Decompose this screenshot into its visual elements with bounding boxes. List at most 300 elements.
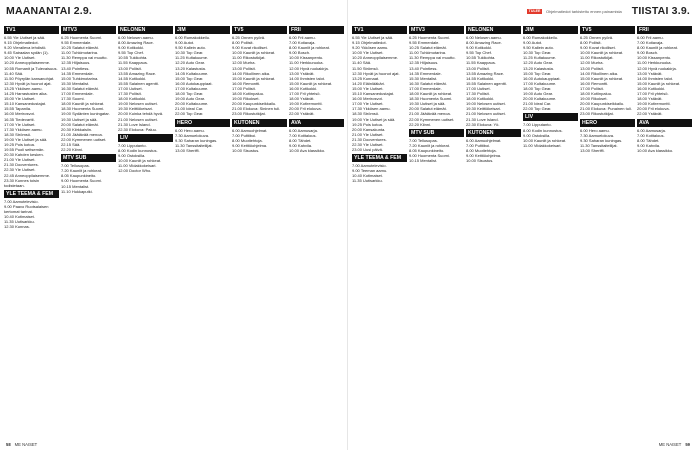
program-listing: 10.00 Kissanpentu. xyxy=(637,55,672,61)
program-listing: 12.00 Murha. xyxy=(580,60,604,66)
program-listing: 6.00 Aamusarja. xyxy=(289,127,318,133)
right-page xyxy=(348,0,696,450)
program-listing: 9.50 Kallein auto. xyxy=(523,45,554,51)
program-listing: 8.00 Tähdet. xyxy=(637,137,660,143)
program-listing: 15.00 Top Gear. xyxy=(523,70,552,76)
program-listing: 8.00 Muotiehtoja. xyxy=(232,137,263,143)
program-listing: 11.35 Uutisarkku. xyxy=(4,219,35,225)
channel-header: FRII xyxy=(289,26,344,34)
program-listing: 10.00 Kauniit ja rohkeat. xyxy=(118,158,162,164)
channel-header: MTV SUB xyxy=(409,129,464,137)
program-listing: 20.00 Salatut elämät. xyxy=(409,106,447,112)
program-listing: 15.00 Yle Uutiset. xyxy=(352,85,384,91)
program-listing: 17.00 Uutiset. xyxy=(466,85,491,91)
listing-column xyxy=(466,24,521,438)
program-listing: 22.00 Top Gear. xyxy=(523,106,552,112)
program-listing: 16.00 Remontti. xyxy=(232,80,261,86)
program-listing: 15.00 Kauniit ja rohkeat. xyxy=(289,80,333,86)
program-listing: 19.30 Keittiökeisari. xyxy=(466,106,501,112)
listing-column xyxy=(232,24,287,438)
program-listing: 15.10 Kansanedustajat. xyxy=(4,101,47,107)
program-listing: 11.10 Hukkaputki. xyxy=(61,188,93,194)
program-listing: 13.25 Kunnaat. xyxy=(352,75,380,81)
program-listing: 10.00 Ava klassikko. xyxy=(289,147,326,153)
program-listing: 9.00 Kovat rikolliset. xyxy=(580,45,616,51)
program-listing: 6.00 Hero aamu. xyxy=(175,127,205,133)
program-listing: 10.00 Sisustus. xyxy=(466,158,494,164)
program-listing: 9.00 Kahvila. xyxy=(637,142,661,148)
program-listing: 8.05 Kaupunkineito. xyxy=(61,173,97,179)
program-listing: 11.35 Uutisarkku. xyxy=(352,178,383,184)
channel-header: NELONEN xyxy=(118,26,173,34)
program-listing: 8.00 Kauniit ja rohkeat. xyxy=(289,45,330,51)
program-listing: 15.30 Mentalist. xyxy=(61,80,90,86)
program-listing: 17.00 Emmerdale. xyxy=(409,85,442,91)
program-listing: 15.00 Yle Uutiset. xyxy=(4,96,36,102)
program-listing: 10.00 Kissanpentu. xyxy=(289,55,324,61)
program-listing: 6.00 Aamusarja. xyxy=(637,127,666,133)
program-listing: 9.00 Huomenta Suomi. xyxy=(409,152,450,158)
program-listing: 17.00 Uutiset. xyxy=(118,85,143,91)
program-listing: 9.55 Emmerdale. xyxy=(61,40,92,46)
program-listing: 22.45 Anneoppilaisemme. xyxy=(4,172,51,178)
program-listing: 21.30 Docventures. xyxy=(4,162,39,168)
program-listing: 19.00 Nelosen uutiset. xyxy=(466,101,506,107)
program-listing: 13.00 Poliisit. xyxy=(118,65,142,71)
program-listing: 16.30 Salatut elämät. xyxy=(61,85,99,91)
program-listing: 15.00 Kauniit ja rohkeat. xyxy=(232,75,276,81)
program-listing: 6.25 Huomenta Suomi. xyxy=(61,35,102,40)
program-listing: 13.00 Poliisit. xyxy=(466,65,490,71)
program-listing: 10.00 Sisustus. xyxy=(232,147,260,153)
program-listing: 11.40 Sää. xyxy=(4,70,24,76)
program-listing: 14.05 Kultakuume. xyxy=(175,70,209,76)
program-listing: 6.00 Aamuohjelmat. xyxy=(232,127,268,133)
program-listing: 9.00 Huomenta Suomi. xyxy=(61,178,102,184)
channel-header: TV1 xyxy=(352,26,407,34)
listing-column xyxy=(409,24,464,438)
program-listing: 10.55 Tukikohta. xyxy=(118,55,148,61)
program-listing: 23.00 Uusi päivä. xyxy=(352,147,383,153)
program-listing: 13.20 Kalastusta. xyxy=(523,65,554,71)
program-listing: 11.30 Remppa vai muutto. xyxy=(409,55,456,61)
program-listing: 17.30 Poliisit. xyxy=(466,91,490,97)
program-listing: 8.00 Amazing Race. xyxy=(466,40,502,46)
program-listing: 12.20 Auto Gear. xyxy=(523,60,554,66)
program-listing: 12.00 Doctor Who. xyxy=(118,168,152,174)
program-listing: 14.00 Ihmisten talot. xyxy=(289,75,326,81)
channel-header: MTV3 xyxy=(409,26,464,34)
program-listing: 14.55 Kotikokki. xyxy=(466,75,495,81)
program-listing: 18.00 Ystävät. xyxy=(637,96,663,102)
program-listing: 10.30 Top Gear. xyxy=(175,50,204,56)
program-listing: 9.15 Ohjelmatiedot. xyxy=(352,40,387,46)
program-listing: 9.00 Keittiöohjelma. xyxy=(466,152,502,158)
program-listing: 10.00 Yle Uutiset. xyxy=(4,55,36,61)
program-listing: 16.30 Salatut elämät. xyxy=(409,80,447,86)
program-listing: 22.00 Ystävät. xyxy=(637,111,663,117)
program-listing: 7.00 Kotiavaja. xyxy=(637,40,664,46)
program-listing: 19.00 Kotiremontti. xyxy=(289,101,323,107)
program-listing: 19.25 Pois kotoa. xyxy=(352,121,383,127)
listing-column xyxy=(118,24,173,438)
program-listing: 10.30 Top Gear. xyxy=(523,50,552,56)
program-listing: 7.00 Tellusopas. xyxy=(409,137,438,143)
program-listing: 11.00 Herkkuruoka. xyxy=(637,60,672,66)
program-listing: 23.00 Rikostutkijat. xyxy=(580,111,614,117)
program-listing: 8.00 Poliisit. xyxy=(232,40,254,46)
program-listing: 17.30 Suomi. xyxy=(61,96,85,102)
channel-header: LIV xyxy=(523,113,578,121)
channel-header: AVA xyxy=(289,119,344,127)
program-listing: 11.00 Tuhkimotarina. xyxy=(61,50,99,56)
program-listing: 14.00 Ihmisten talot. xyxy=(637,75,674,81)
program-listing: 22.30 Elokuva: Paluu. xyxy=(118,126,157,132)
channel-header: FRII xyxy=(637,26,692,34)
program-listing: 9.55 Top Chef. xyxy=(118,50,144,56)
program-listing: 6.00 Frii aamu. xyxy=(289,35,316,40)
program-listing: 22.30 Yle Uutiset. xyxy=(4,167,36,173)
program-listing: 9.00 Kotikokki. xyxy=(466,45,493,51)
program-listing: 12.00 Hyvä ruokakirja. xyxy=(637,65,677,71)
channel-header: YLE TEEMA & FEM xyxy=(4,190,59,198)
program-listing: 21.00 Yle Uutiset. xyxy=(352,131,384,137)
program-listing: 12.30 Hyvät ja huonot ajat. xyxy=(352,70,400,76)
program-listing: 15.00 Kauniit ja rohkeat. xyxy=(637,80,681,86)
program-listing: 15.00 Kauniit ja rohkeat. xyxy=(580,75,624,81)
program-listing: 21.30 Love Island. xyxy=(466,116,499,122)
program-listing: 17.30 Ykkösen aamu. xyxy=(4,126,43,132)
program-listing: 19.00 Kotiremontti. xyxy=(637,101,671,107)
program-listing: 8.00 Kauniit ja rohkeat. xyxy=(637,45,678,51)
program-listing: 21.00 Ideal Car. xyxy=(175,106,204,112)
program-listing: 17.00 Poliisit. xyxy=(232,85,256,91)
program-listing: 20.00 Kaupunkiseikkailu. xyxy=(232,101,277,107)
program-listing: 17.00 Emmerdale. xyxy=(61,91,94,97)
program-listing: 13.00 Sheriffi. xyxy=(175,147,200,153)
program-listing: 11.25 Kultakuume. xyxy=(175,55,209,61)
program-listing: 11.30 Tanssitaiteilijat. xyxy=(580,142,618,148)
program-listing: 21.30 Love Island. xyxy=(118,121,151,127)
program-listing: 13.20 Kalastusta. xyxy=(175,65,206,71)
program-listing: 18.00 Kotikokki. xyxy=(118,96,147,102)
program-listing: 10.55 Tukikohta. xyxy=(466,55,496,61)
program-listing: 18.00 Ystävät. xyxy=(289,96,315,102)
program-listing: 7.30 Aamuelokuva. xyxy=(580,132,615,138)
program-listing: 14.35 Emmerdale. xyxy=(61,70,94,76)
program-listing: 8.00 Amazing Race. xyxy=(118,40,154,46)
program-listing: 18.00 Top Gear. xyxy=(523,85,552,91)
program-listing: 9.15 Ohjelmatiedot. xyxy=(4,40,39,46)
program-listing: 22.00 Kymmenen uutiset. xyxy=(61,136,107,142)
program-listing: 7.00 Aamutelevisio. xyxy=(4,198,39,204)
channel-header: HERO xyxy=(175,119,230,127)
program-listing: 20.00 Kansakunta. xyxy=(352,126,386,132)
program-listing: 14.00 Rikollinen aika. xyxy=(580,70,619,76)
program-listing: 13.25 Ykkösen aamu. xyxy=(4,85,43,91)
program-listing: 19.00 Yle Uutiset ja sää. xyxy=(4,136,48,142)
program-listing: 16.00 Kotikokki. xyxy=(289,85,318,91)
program-listing: 8.00 Kodin kunnostus. xyxy=(118,147,158,153)
program-listing: 12.20 Auto Gear. xyxy=(175,60,206,66)
program-listing: 11.40 Sää. xyxy=(352,60,372,66)
program-listing: 9.50 Kallein auto. xyxy=(175,45,206,51)
program-listing: 8.05 Kaupunkineito. xyxy=(409,147,445,153)
program-listing: 9.20 Ykkösen aamu. xyxy=(352,45,389,51)
program-listing: 21.00 Elokuva: Punainen tuli. xyxy=(580,106,632,112)
channel-header: TV1 xyxy=(4,26,59,34)
program-listing: 13.40 Pointless. xyxy=(409,65,438,71)
program-listing: 16.00 Merirosvot. xyxy=(352,96,383,102)
program-listing: 11.55 Kaappaus. xyxy=(118,60,148,66)
program-listing: 19.30 Keittiökeisari. xyxy=(118,106,153,112)
program-listing: 21.00 Jäätävää menoa. xyxy=(409,111,451,117)
channel-header: JIM xyxy=(523,26,578,34)
program-listing: 20.00 Kultakuume. xyxy=(175,101,209,107)
program-listing: 6.00 Rumakokkeilu. xyxy=(175,35,211,40)
program-listing: 19.00 Rikokset. xyxy=(580,96,608,102)
program-listing: 12.30 Kunnas. xyxy=(4,224,30,230)
program-listing: 7.00 Lipputanto. xyxy=(118,142,147,148)
channel-header: KUTONEN xyxy=(466,129,521,137)
program-listing: 9.00 Paavo Ruotsalaisen kertomat tarinat. xyxy=(4,203,49,214)
channel-header: MTV SUB xyxy=(61,154,116,162)
program-listing: 11.00 Herkkuruoka. xyxy=(289,60,324,66)
program-listing: 16.35 Tiedevartti. xyxy=(4,116,35,122)
program-listing: 7.00 Kotiavaja. xyxy=(289,40,316,46)
channel-header: NELONEN xyxy=(466,26,521,34)
program-listing: 18.30 Huomenta Suomi. xyxy=(61,106,105,112)
listing-column xyxy=(637,24,692,438)
program-listing: 11.30 Remppa vai muutto. xyxy=(61,55,108,61)
program-listing: 6.55 Yle Uutiset ja sää. xyxy=(4,35,46,40)
listing-column xyxy=(289,24,344,438)
program-listing: 17.00 Frii yhteisö. xyxy=(289,91,321,97)
program-listing: 13.40 Pointless. xyxy=(61,65,90,71)
program-listing: 9.00 Kotikokki. xyxy=(118,45,145,51)
program-listing: 18.00 Kauniit ja rohkeat. xyxy=(61,101,105,107)
program-listing: 20.00 Kultakuume. xyxy=(523,96,557,102)
listing-column xyxy=(175,24,230,438)
right-page-header xyxy=(348,0,696,22)
program-listing: 11.00 Tuhkimotarina. xyxy=(409,50,447,56)
program-listing: 9.00 Ostoksilla. xyxy=(118,152,146,158)
day-title: TIISTAI 3.9. xyxy=(631,5,690,17)
program-listing: 18.30 Huomenta Suomi. xyxy=(409,96,453,102)
program-listing: 10.00 Ava klassikko. xyxy=(637,147,674,153)
program-listing: 6.25 Onnen pyörä. xyxy=(580,35,614,40)
program-listing: 7.00 Aamutelevisio. xyxy=(352,163,387,169)
program-listing: 13.00 Poliisit. xyxy=(232,65,256,71)
program-listing: 7.00 Pulttiboi. xyxy=(466,142,491,148)
program-listing: 21.00 Yle Uutiset. xyxy=(4,157,36,163)
program-listing: 19.30 Uutiset ja sää. xyxy=(61,116,98,122)
day-title: MAANANTAI 2.9. xyxy=(6,5,93,17)
program-listing: 9.00 Autot. xyxy=(523,40,543,46)
program-listing: 21.00 Ideal Car. xyxy=(523,101,552,107)
program-listing: 9.00 Teeman aamu. xyxy=(352,168,388,174)
program-listing: 6.00 Frii aamu. xyxy=(637,35,664,40)
channel-header: AVA xyxy=(637,119,692,127)
program-listing: 20.00 Kuinka tehdä hyvä. xyxy=(118,111,164,117)
program-listing: 7.00 Kotitalous. xyxy=(289,132,317,138)
program-listing: 6.00 Rumakokkeilu. xyxy=(523,35,559,40)
program-listing: 7.00 Kotitalous. xyxy=(637,132,665,138)
footer-title: ME NAISET xyxy=(658,442,682,447)
program-listing: 15.10 Kansanedustajat. xyxy=(352,91,395,97)
program-listing: 7.20 Kauniit ja rohkeat. xyxy=(61,168,102,174)
program-listing: 22.00 Top Gear. xyxy=(175,111,204,117)
program-listing: 7.00 Lipputanto. xyxy=(523,122,552,128)
listing-column xyxy=(4,24,59,438)
program-listing: 12.30 Hyvät ja huonot ajat. xyxy=(4,80,52,86)
listing-columns xyxy=(4,24,344,438)
program-listing: 13.00 Ystävät. xyxy=(289,70,315,76)
program-listing: 21.00 Nelosen uutiset. xyxy=(118,116,158,122)
program-listing: 22.30 Elokuva: Yö. xyxy=(466,121,500,127)
program-listing: 10.20 Anneoppilaisemme. xyxy=(4,60,51,66)
program-listing: 19.00 Auto Gear. xyxy=(523,91,554,97)
program-listing: 17.30 Poliisit. xyxy=(118,91,142,97)
header-note: Ohjelmatiedot tarkistettu ennen painamista xyxy=(545,8,622,14)
program-listing: 15.00 Top Gear. xyxy=(175,75,204,81)
program-listing: 9.30 Saharan kuningas. xyxy=(580,137,623,143)
program-listing: 6.55 Yle Uutiset ja sää. xyxy=(352,35,394,40)
program-listing: 6.00 Hero aamu. xyxy=(580,127,610,133)
program-listing: 15.55 Tapanila. xyxy=(4,106,32,112)
program-listing: 18.00 Kotikokki. xyxy=(466,96,495,102)
program-listing: 10.00 Yle Uutiset. xyxy=(352,50,384,56)
program-listing: 19.00 Sydänten kuningatar. xyxy=(61,111,110,117)
program-listing: 18.00 Kauniit ja rohkeat. xyxy=(409,91,453,97)
program-listing: 7.00 Tellusopas. xyxy=(61,163,90,169)
program-listing: 10.00 Kauniit ja rohkeat. xyxy=(580,50,624,56)
channel-header: TV5 xyxy=(232,26,287,34)
program-listing: 10.15 Mentalist. xyxy=(61,183,90,189)
listing-column xyxy=(523,24,578,438)
program-listing: 17.00 Yle Uutiset. xyxy=(352,101,384,107)
program-listing: 13.00 Poliisit. xyxy=(580,65,604,71)
page-number: 58 xyxy=(6,442,11,447)
program-listing: 11.55 Kaappaus. xyxy=(466,60,496,66)
program-listing: 18.00 Top Gear. xyxy=(175,91,204,97)
program-listing: 22.15 Sää. xyxy=(61,141,81,147)
program-listing: 19.25 Pois kotoa. xyxy=(4,141,35,147)
program-listing: 18.00 Kotiinpaluu. xyxy=(232,91,265,97)
channel-header: JIM xyxy=(175,26,230,34)
program-listing: 11.00 Rikostutkijat. xyxy=(580,55,614,61)
program-listing: 19.00 Rikokset. xyxy=(232,96,260,102)
program-listing: 9.20 Vieraileva lehdistö. xyxy=(4,45,47,51)
program-listing: 9.00 Keittiöohjelma. xyxy=(232,142,268,148)
program-listing: 23.30 Kunnes toisin todistetaan. xyxy=(4,177,40,188)
program-listing: 9.00 Bosch. xyxy=(289,50,311,56)
program-listing: 16.00 Autokauppiaat. xyxy=(523,75,561,81)
program-listing: 12.00 Hyvä ruokakirja. xyxy=(289,65,329,71)
program-listing: 6.00 Nelosen aamu. xyxy=(118,35,154,40)
program-listing: 10.15 Mentalist. xyxy=(409,158,438,164)
listing-columns xyxy=(352,24,692,438)
program-listing: 12.35 Hiljaisuus. xyxy=(409,60,439,66)
program-listing: 13.00 Ystävät. xyxy=(637,70,663,76)
program-listing: 15.30 Mentalist. xyxy=(409,75,438,81)
program-listing: 7.20 Kauniit ja rohkeat. xyxy=(409,142,450,148)
program-listing: 16.00 Kotikokki. xyxy=(637,85,666,91)
channel-header: YLE TEEMA & FEM xyxy=(352,154,407,162)
channel-header: TV5 xyxy=(580,26,635,34)
page-number: 59 xyxy=(685,442,690,447)
program-listing: 10.00 Kauniit ja rohkeat. xyxy=(232,50,276,56)
program-listing: 14.25 Harrastusten aika. xyxy=(4,91,48,97)
program-listing: 11.30 Tanssitaiteilijat. xyxy=(175,142,213,148)
program-listing: 19.00 Yle Uutiset ja sää. xyxy=(352,116,396,122)
program-listing: 8.00 Kodin kunnostus. xyxy=(523,127,563,133)
program-listing: 13.55 Amazing Race. xyxy=(466,70,505,76)
listing-column xyxy=(61,24,116,438)
program-listing: 7.00 Pulttiboi. xyxy=(232,132,257,138)
listing-column xyxy=(580,24,635,438)
program-listing: 17.00 Frii yhteisö. xyxy=(637,91,669,97)
program-listing: 14.00 Rikollinen aika. xyxy=(232,70,271,76)
program-listing: 12.35 Hiljaisuus. xyxy=(61,60,91,66)
program-listing: 22.20 Kiinni. xyxy=(409,121,432,127)
program-listing: 16.00 Merirosvot. xyxy=(4,111,35,117)
program-listing: 14.55 Kotikokki. xyxy=(118,75,147,81)
program-listing: 9.00 Bosch. xyxy=(637,50,659,56)
program-listing: 9.45 Sairaalan sydän (1). xyxy=(4,50,49,56)
program-listing: 6.00 Nelosen aamu. xyxy=(466,35,502,40)
program-listing: 10.25 Salatut elämät. xyxy=(61,45,99,51)
program-listing: 14.35 Emmerdale. xyxy=(409,70,442,76)
program-listing: 9.55 Top Chef. xyxy=(466,50,492,56)
program-listing: 9.00 Kahvila. xyxy=(289,142,313,148)
program-listing: 7.30 Aamuelokuva. xyxy=(175,132,210,138)
program-listing: 9.00 Ostoksilla. xyxy=(523,132,551,138)
program-listing: 10.00 Kauniit ja rohkeat. xyxy=(523,137,567,143)
left-page-footer xyxy=(0,439,348,450)
program-listing: 19.00 Nelosen uutiset. xyxy=(118,101,158,107)
program-listing: 23.00 Rikostutkijat. xyxy=(232,111,266,117)
channel-header: KUTONEN xyxy=(232,119,287,127)
program-listing: 20.30 Kahden kesken. xyxy=(4,152,44,158)
program-listing: 11.00 Rikostutkijat. xyxy=(232,55,266,61)
program-listing: 17.00 Kultakuume. xyxy=(175,85,209,91)
program-listing: 20.00 Salatut elämät. xyxy=(61,121,99,127)
program-listing: 10.25 Salatut elämät. xyxy=(409,45,447,51)
listing-column xyxy=(352,24,407,438)
program-listing: 15.55 Salainen agentti. xyxy=(466,80,507,86)
program-listing: 17.00 Kultakuume. xyxy=(523,80,557,86)
program-listing: 17.00 Poliisit. xyxy=(580,85,604,91)
program-listing: 13.00 Sheriffi. xyxy=(580,147,605,153)
program-listing: 20.00 Frii elokuva. xyxy=(637,106,670,112)
program-listing: 11.00 Viidakkokeisari. xyxy=(118,163,157,169)
program-listing: 21.30 Docventures. xyxy=(352,136,387,142)
program-listing: 22.00 Kymmenen uutiset. xyxy=(409,116,455,122)
program-listing: 18.30 Strömsö. xyxy=(4,131,32,137)
program-listing: 10.40 Kotimaiset. xyxy=(352,173,383,179)
program-listing: 11.25 Kultakuume. xyxy=(523,55,557,61)
program-listing: 17.00 Yle Uutiset. xyxy=(4,121,36,127)
program-listing: 10.55 Romanit ja Tulevaisuus. xyxy=(4,65,58,71)
program-listing: 19.30 Uutiset ja sää. xyxy=(409,101,446,107)
program-listing: 14.20 Eläinlääkäri. xyxy=(352,80,385,86)
program-listing: 13.55 Amazing Race. xyxy=(118,70,157,76)
program-listing: 17.30 Ykkösen aamu. xyxy=(352,106,391,112)
program-listing: 6.25 Onnen pyörä. xyxy=(232,35,266,40)
program-listing: 15.55 Salainen agentti. xyxy=(118,80,159,86)
program-listing: 9.00 Autot. xyxy=(175,40,195,46)
